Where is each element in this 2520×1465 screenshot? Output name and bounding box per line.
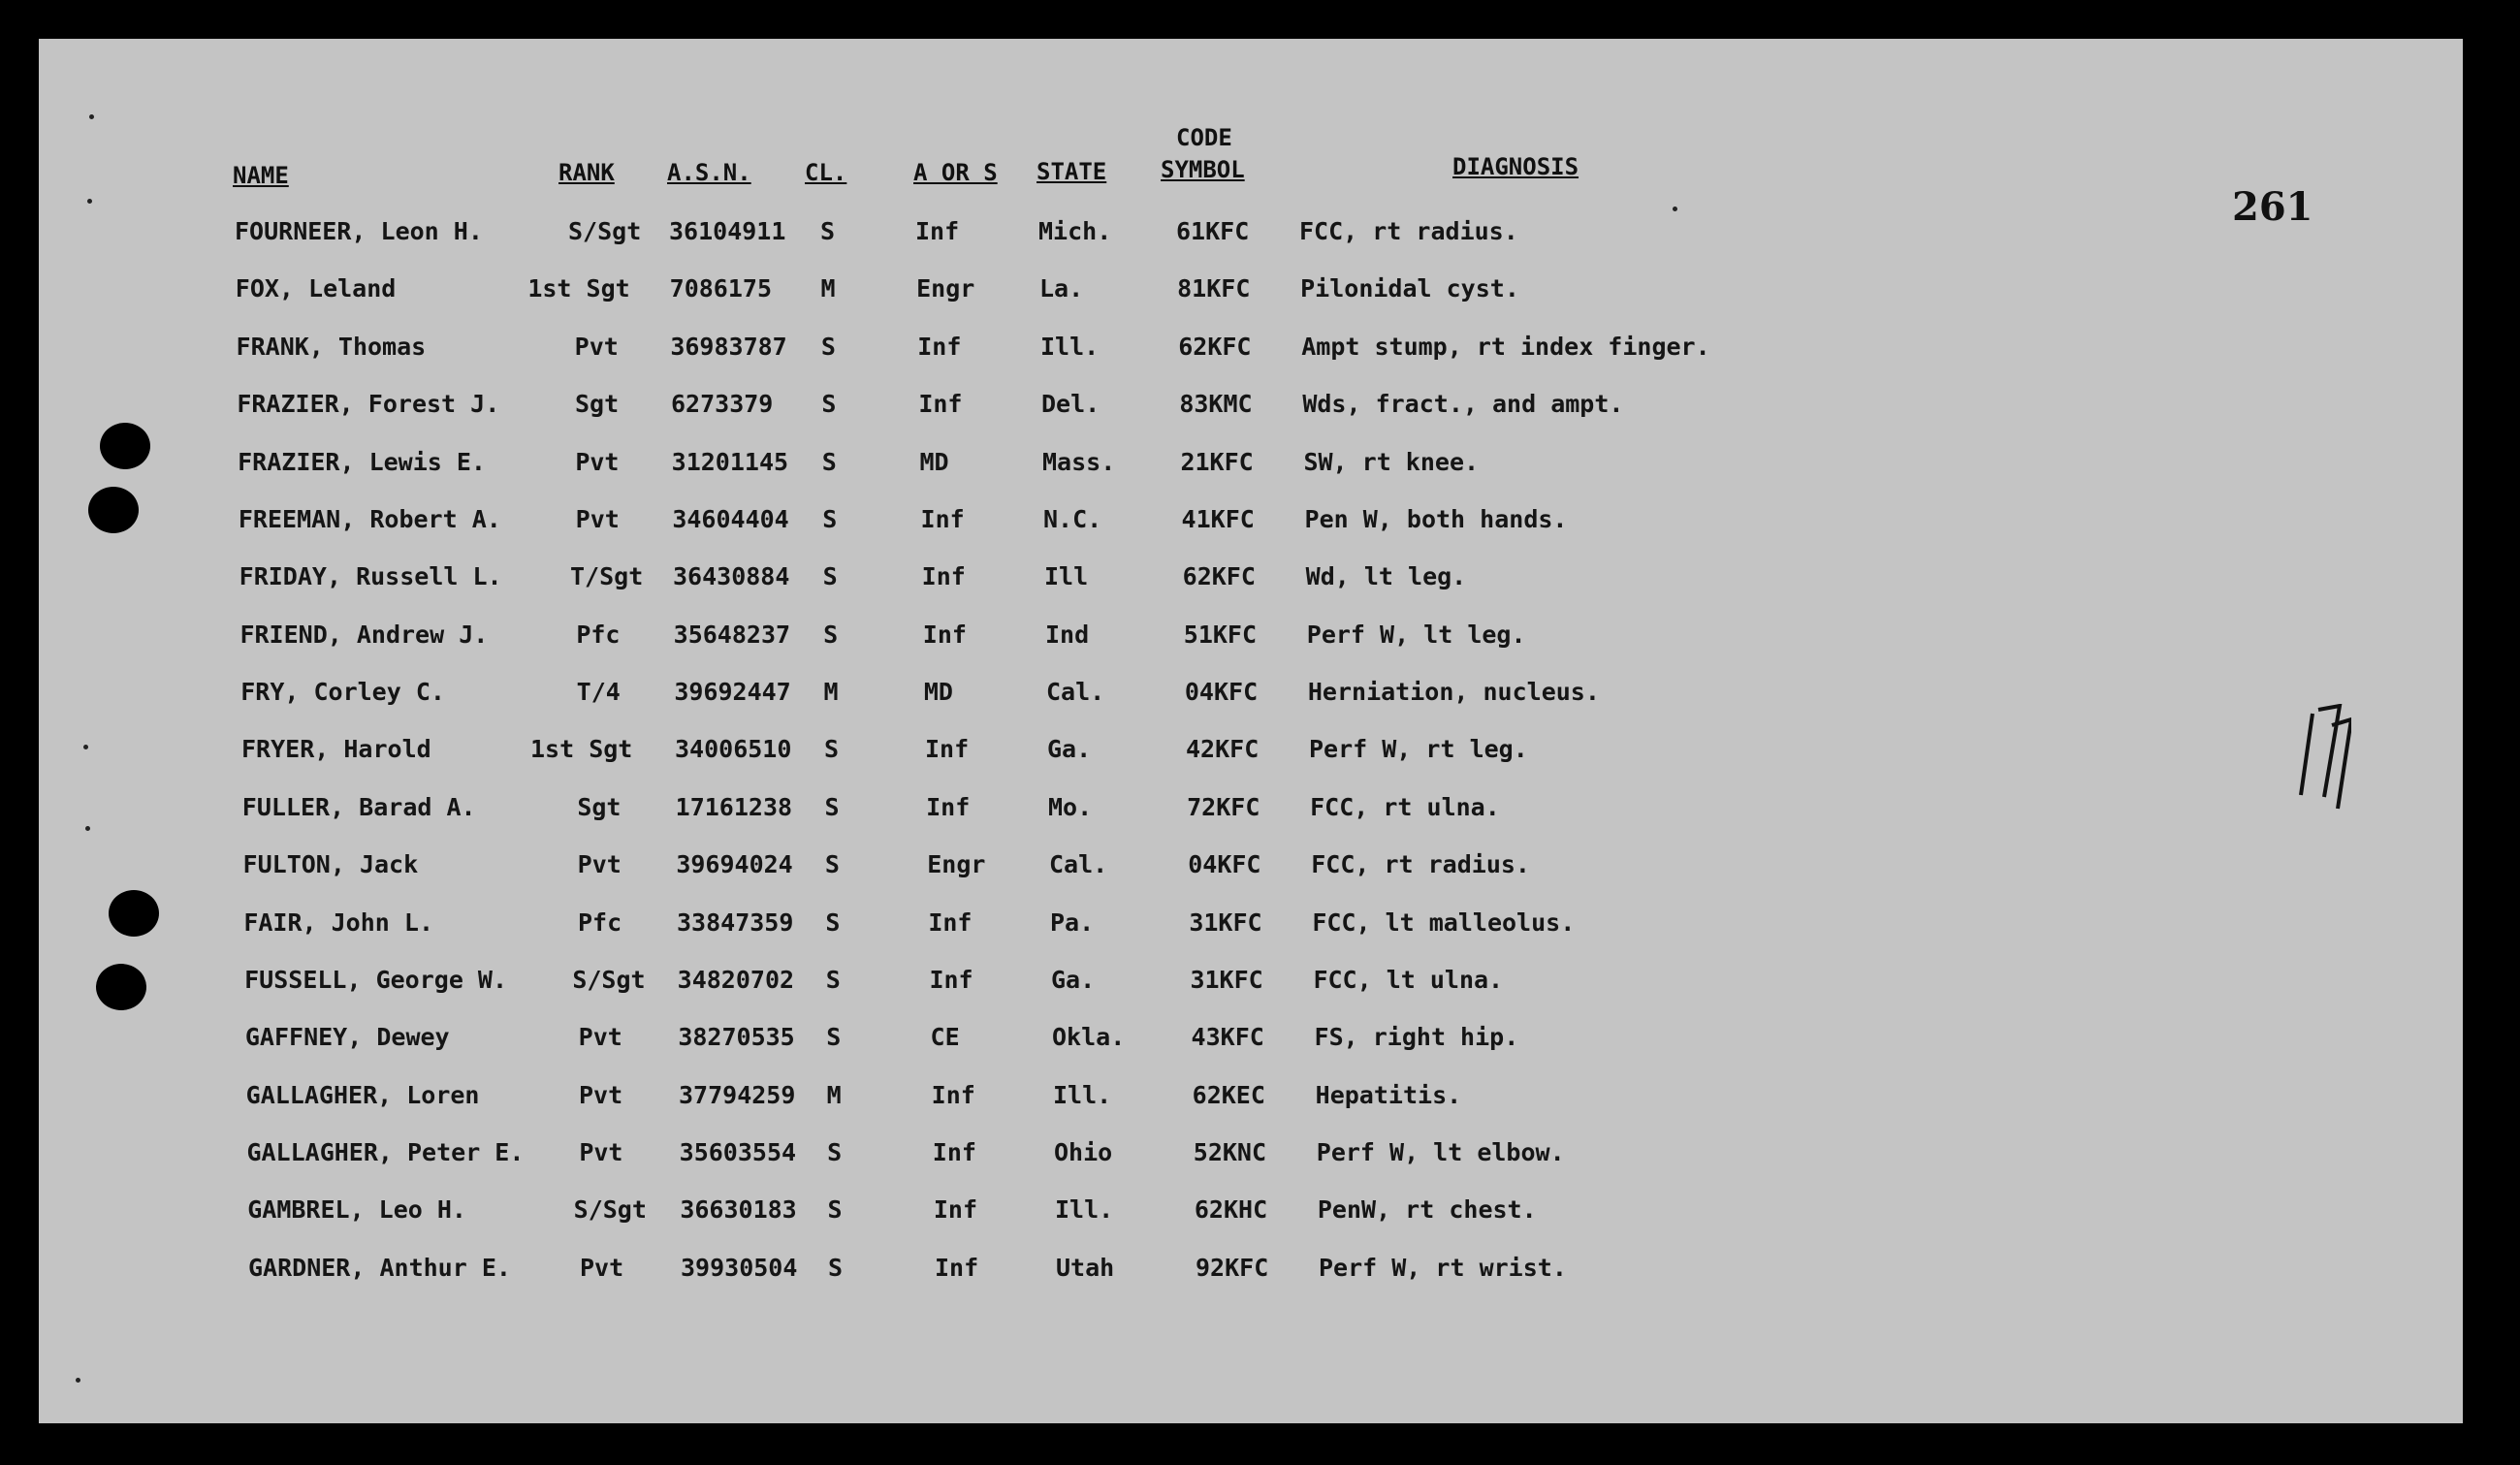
cell-state: Utah <box>1056 1253 1115 1282</box>
cell-a-or-s: Inf <box>933 1195 978 1225</box>
cell-class: S <box>820 332 836 361</box>
cell-name: FOURNEER, Leon H. <box>235 217 483 245</box>
cell-a-or-s: Inf <box>932 1138 976 1167</box>
cell-asn: 34604404 <box>672 504 789 533</box>
cell-a-or-s: Engr <box>927 850 986 879</box>
punch-hole <box>96 964 146 1010</box>
header-diagnosis: DIAGNOSIS <box>1452 153 1579 180</box>
cell-diagnosis: Perf W, rt leg. <box>1309 735 1528 764</box>
punch-hole <box>109 890 159 937</box>
cell-code-symbol: 81KFC <box>1177 274 1251 303</box>
cell-diagnosis: Pen W, both hands. <box>1304 504 1568 533</box>
cell-a-or-s: Engr <box>916 274 975 303</box>
cell-code-symbol: 31KFC <box>1189 908 1262 937</box>
cell-diagnosis: Herniation, nucleus. <box>1307 678 1600 707</box>
cell-code-symbol: 42KFC <box>1186 735 1260 764</box>
cell-a-or-s: Inf <box>918 390 963 419</box>
cell-rank: T/4 <box>576 678 621 707</box>
cell-code-symbol: 61KFC <box>1176 217 1250 245</box>
cell-class: S <box>820 217 836 245</box>
page-number: 261 <box>2232 184 2313 230</box>
cell-name: GARDNER, Anthur E. <box>248 1253 511 1282</box>
margin-annotation <box>2293 704 2351 811</box>
cell-a-or-s: Inf <box>925 735 970 764</box>
cell-asn: 36430884 <box>673 562 790 591</box>
cell-name: FULLER, Barad A. <box>241 792 476 821</box>
cell-asn: 33847359 <box>677 908 794 937</box>
cell-state: Ind <box>1045 620 1090 649</box>
speck <box>89 114 94 119</box>
cell-a-or-s: Inf <box>931 1080 975 1109</box>
cell-diagnosis: FCC, rt radius. <box>1299 217 1518 245</box>
cell-code-symbol: 83KMC <box>1179 390 1253 419</box>
cell-rank: Pvt <box>579 1080 623 1109</box>
cell-rank: Sgt <box>577 792 622 821</box>
cell-diagnosis: FCC, rt ulna. <box>1310 792 1500 821</box>
cell-diagnosis: Perf W, lt elbow. <box>1316 1138 1565 1167</box>
punch-hole <box>88 487 139 533</box>
cell-state: Pa. <box>1050 908 1095 937</box>
cell-class: S <box>825 965 841 994</box>
cell-code-symbol: 21KFC <box>1180 447 1254 476</box>
cell-a-or-s: Inf <box>926 792 971 821</box>
cell-rank: 1st Sgt <box>530 735 633 764</box>
cell-name: GAFFNEY, Dewey <box>244 1023 450 1052</box>
cell-diagnosis: FS, right hip. <box>1314 1023 1519 1052</box>
cell-rank: 1st Sgt <box>527 274 630 303</box>
cell-name: FREEMAN, Robert A. <box>238 504 501 533</box>
cell-a-or-s: Inf <box>921 562 966 591</box>
cell-rank: Pfc <box>576 620 621 649</box>
cell-class: S <box>822 504 838 533</box>
cell-diagnosis: Wds, fract., and ampt. <box>1302 390 1624 419</box>
cell-name: GAMBREL, Leo H. <box>247 1195 466 1225</box>
cell-class: S <box>821 390 837 419</box>
cell-asn: 39694024 <box>676 850 793 879</box>
header-a-or-s: A OR S <box>913 159 998 186</box>
speck <box>85 826 90 831</box>
cell-rank: S/Sgt <box>573 1195 647 1225</box>
cell-code-symbol: 62KFC <box>1182 562 1256 591</box>
cell-a-or-s: Inf <box>920 504 965 533</box>
cell-class: S <box>824 735 840 764</box>
cell-rank: Pvt <box>575 447 620 476</box>
cell-rank: Pvt <box>578 1023 622 1052</box>
cell-class: S <box>827 1195 843 1225</box>
cell-state: Mich. <box>1038 217 1112 245</box>
cell-code-symbol: 92KFC <box>1196 1253 1269 1282</box>
cell-asn: 36630183 <box>680 1195 797 1225</box>
cell-asn: 6273379 <box>671 390 774 419</box>
cell-class: S <box>827 1138 843 1167</box>
cell-code-symbol: 43KFC <box>1191 1023 1264 1052</box>
cell-rank: S/Sgt <box>572 965 646 994</box>
cell-diagnosis: Hepatitis. <box>1315 1080 1462 1109</box>
cell-name: FULTON, Jack <box>242 850 419 879</box>
cell-class: S <box>823 620 839 649</box>
cell-code-symbol: 62KEC <box>1192 1080 1265 1109</box>
speck <box>83 745 88 749</box>
cell-asn: 39930504 <box>681 1253 798 1282</box>
cell-state: Ill <box>1044 562 1089 591</box>
cell-a-or-s: MD <box>919 447 949 476</box>
cell-asn: 7086175 <box>669 274 773 303</box>
cell-rank: Pvt <box>577 850 622 879</box>
punch-hole <box>100 423 150 469</box>
header-asn: A.S.N. <box>667 159 751 186</box>
cell-class: S <box>821 447 837 476</box>
cell-diagnosis: Ampt stump, rt index finger. <box>1301 332 1710 361</box>
cell-code-symbol: 31KFC <box>1190 965 1263 994</box>
cell-class: M <box>820 274 836 303</box>
cell-state: Okla. <box>1052 1023 1126 1052</box>
cell-rank: Pvt <box>580 1253 624 1282</box>
cell-a-or-s: Inf <box>922 620 967 649</box>
cell-a-or-s: Inf <box>915 217 960 245</box>
speck <box>76 1378 80 1383</box>
speck <box>1673 207 1677 211</box>
cell-class: M <box>826 1080 842 1109</box>
cell-asn: 35603554 <box>679 1138 797 1167</box>
cell-asn: 34820702 <box>677 965 795 994</box>
cell-code-symbol: 41KFC <box>1181 504 1255 533</box>
cell-name: FRY, Corley C. <box>240 678 445 707</box>
cell-diagnosis: FCC, rt radius. <box>1311 850 1530 879</box>
cell-asn: 31201145 <box>671 447 789 476</box>
cell-rank: Pvt <box>575 504 620 533</box>
cell-state: Ga. <box>1051 965 1096 994</box>
cell-rank: T/Sgt <box>570 562 644 591</box>
cell-state: N.C. <box>1043 504 1102 533</box>
cell-diagnosis: Perf W, rt wrist. <box>1319 1253 1567 1282</box>
cell-name: FRIEND, Andrew J. <box>239 620 489 649</box>
cell-state: Cal. <box>1046 678 1105 707</box>
cell-name: GALLAGHER, Loren <box>245 1080 480 1109</box>
cell-diagnosis: PenW, rt chest. <box>1317 1195 1537 1225</box>
cell-code-symbol: 51KFC <box>1183 620 1258 649</box>
cell-state: Ill. <box>1055 1195 1114 1225</box>
cell-asn: 36983787 <box>670 332 787 361</box>
cell-diagnosis: FCC, lt ulna. <box>1313 965 1504 994</box>
cell-a-or-s: Inf <box>935 1253 979 1282</box>
cell-class: S <box>825 908 841 937</box>
cell-asn: 39692447 <box>674 678 791 707</box>
cell-state: Cal. <box>1049 850 1108 879</box>
header-code: CODE <box>1176 124 1232 151</box>
cell-class: S <box>822 562 838 591</box>
cell-asn: 36104911 <box>669 217 786 245</box>
cell-class: S <box>824 792 840 821</box>
cell-asn: 17161238 <box>675 792 793 821</box>
cell-a-or-s: CE <box>930 1023 960 1052</box>
cell-name: FRYER, Harold <box>241 735 431 764</box>
cell-state: Del. <box>1041 390 1101 419</box>
speck <box>87 199 92 204</box>
cell-state: Mass. <box>1042 447 1116 476</box>
cell-code-symbol: 04KFC <box>1188 850 1261 879</box>
cell-a-or-s: Inf <box>928 908 973 937</box>
cell-state: Ohio <box>1054 1138 1113 1167</box>
cell-class: S <box>824 850 840 879</box>
cell-state: Ga. <box>1047 735 1092 764</box>
cell-state: Ill. <box>1053 1080 1112 1109</box>
header-cl: CL. <box>805 159 847 186</box>
cell-rank: Pvt <box>574 332 619 361</box>
cell-rank: S/Sgt <box>568 217 642 245</box>
cell-code-symbol: 62KFC <box>1178 332 1252 361</box>
cell-code-symbol: 72KFC <box>1187 792 1260 821</box>
header-state: STATE <box>1037 158 1107 185</box>
cell-name: FRANK, Thomas <box>236 332 427 361</box>
cell-name: FOX, Leland <box>235 274 397 303</box>
cell-rank: Pvt <box>579 1138 623 1167</box>
cell-diagnosis: Perf W, lt leg. <box>1306 620 1526 649</box>
header-rank: RANK <box>558 159 615 186</box>
cell-class: M <box>823 678 839 707</box>
cell-class: S <box>828 1253 844 1282</box>
cell-name: FAIR, John L. <box>243 908 433 937</box>
cell-name: FRAZIER, Lewis E. <box>238 447 486 476</box>
cell-code-symbol: 62KHC <box>1194 1195 1268 1225</box>
cell-state: La. <box>1039 274 1084 303</box>
cell-class: S <box>826 1023 842 1052</box>
cell-state: Ill. <box>1040 332 1100 361</box>
cell-state: Mo. <box>1048 792 1093 821</box>
cell-code-symbol: 52KNC <box>1193 1138 1267 1167</box>
cell-diagnosis: Wd, lt leg. <box>1305 562 1467 591</box>
cell-a-or-s: Inf <box>929 965 973 994</box>
cell-code-symbol: 04KFC <box>1184 678 1259 707</box>
cell-diagnosis: FCC, lt malleolus. <box>1312 908 1576 937</box>
cell-rank: Pfc <box>578 908 622 937</box>
cell-name: FRIDAY, Russell L. <box>239 562 502 591</box>
cell-diagnosis: SW, rt knee. <box>1303 447 1480 476</box>
cell-asn: 35648237 <box>673 620 791 649</box>
cell-rank: Sgt <box>575 390 620 419</box>
cell-name: GALLAGHER, Peter E. <box>246 1138 525 1167</box>
cell-asn: 34006510 <box>675 735 792 764</box>
cell-asn: 38270535 <box>678 1023 795 1052</box>
cell-a-or-s: MD <box>923 678 953 707</box>
cell-diagnosis: Pilonidal cyst. <box>1300 274 1519 303</box>
cell-a-or-s: Inf <box>917 332 962 361</box>
header-code-symbol: SYMBOL <box>1161 156 1245 183</box>
cell-asn: 37794259 <box>679 1080 796 1109</box>
cell-name: FUSSELL, George W. <box>244 965 508 994</box>
header-name: NAME <box>233 162 289 189</box>
cell-name: FRAZIER, Forest J. <box>237 390 500 419</box>
